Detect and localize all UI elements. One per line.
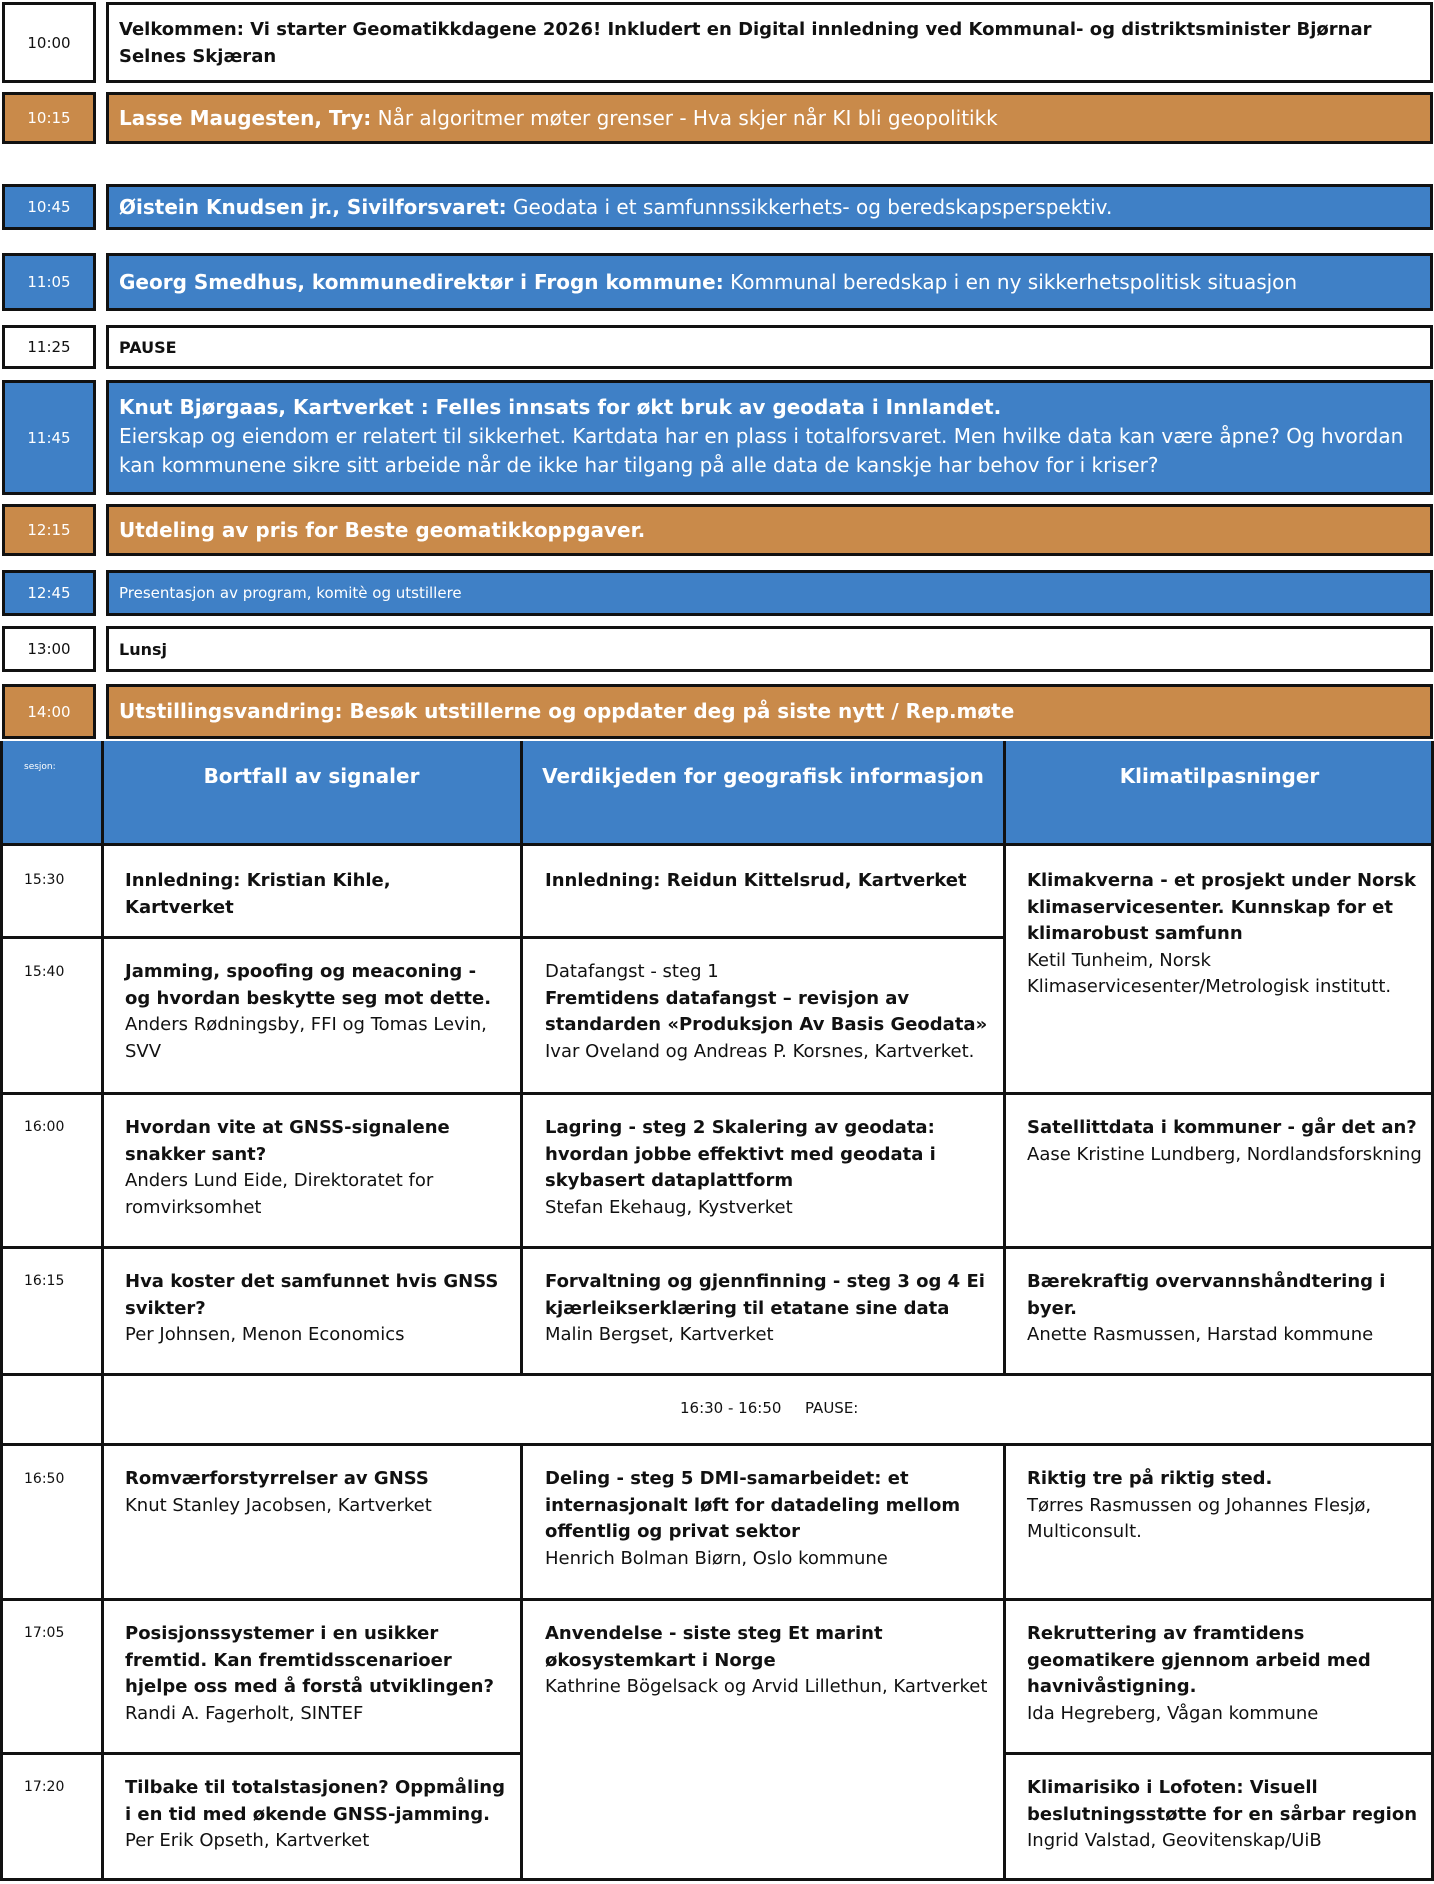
- program-time: 13:00: [2, 626, 96, 672]
- talk-c1-1720: Tilbake til totalstasjonen? Oppmåling i en tid med økende GNSS-jamming. Per Erik Opseth, Kartverket: [125, 1777, 505, 1851]
- program-title: Lunsj: [119, 639, 167, 659]
- program-item: [106, 253, 1433, 311]
- program-text: [119, 635, 167, 664]
- program-time: 14:00: [2, 684, 96, 739]
- slot-time: 15:40: [24, 964, 65, 980]
- program-title: Lasse Maugesten, Try:: [119, 105, 372, 130]
- program-item: [106, 380, 1433, 495]
- grid-line: [0, 1373, 1434, 1376]
- slot-time: 16:00: [24, 1119, 65, 1135]
- grid-line: [0, 1598, 1434, 1601]
- talk-c2-1705: Anvendelse - siste steg Et marint økosystemkart i Norge Kathrine Bögelsack og Arvid Lillethun, Kartverket: [545, 1623, 988, 1697]
- session-header-signaler: Bortfall av signaler: [203, 764, 420, 788]
- talk-c1-1540: Jamming, spoofing og meaconing - og hvordan beskytte seg mot dette. Anders Rødningsby, FFI og Tomas Levin, SVV: [125, 961, 492, 1062]
- grid-line: [1003, 741, 1006, 1373]
- program-title: Georg Smedhus, kommunedirektør i Frogn kommune:: [119, 269, 724, 294]
- talk-c2-1540: Datafangst - steg 1 Fremtidens datafangst – revisjon av standarden «Produksjon Av Basis Geodata» Ivar Oveland og Andreas P. Korsnes, Kartverket.: [545, 961, 988, 1062]
- talk-c3-1600: Satellittdata i kommuner - går det an? Aase Kristine Lundberg, Nordlandsforskning: [1027, 1117, 1422, 1165]
- talk-c1-1650: Romværforstyrrelser av GNSS Knut Stanley Jacobsen, Kartverket: [125, 1468, 432, 1516]
- grid-line: [0, 1246, 1434, 1249]
- grid-line: [1004, 1752, 1434, 1755]
- talk-c3-1705: Rekruttering av framtidens geomatikere gjennom arbeid med havnivåstigning. Ida Hegreberg, Vågan kommune: [1027, 1623, 1371, 1724]
- pause-row: [680, 1399, 858, 1417]
- program-title: Utstillingsvandring: Besøk utstillerne og oppdater deg på siste nytt / Rep.møte: [119, 699, 1015, 723]
- program-title: Knut Bjørgaas, Kartverket : Felles innsats for økt bruk av geodata i Innlandet.: [119, 395, 1002, 419]
- program-title: PAUSE: [119, 337, 177, 357]
- session-header-klima: Klimatilpasninger: [1119, 764, 1320, 788]
- session-label: sesjon:: [24, 762, 56, 772]
- pause-time: 16:30 - 16:50: [680, 1399, 782, 1417]
- grid-line: [0, 843, 1434, 846]
- program-time: 12:15: [2, 504, 96, 556]
- grid-line: [0, 1443, 1434, 1446]
- slot-time: 17:20: [24, 1779, 65, 1795]
- program-title: Velkommen: Vi starter Geomatikkdagene 2026! Inkludert en Digital innledning ved Kommunal- og distriktsminister Bjørnar Selnes Skjæran: [119, 18, 1372, 67]
- program-time: 10:45: [2, 184, 96, 230]
- program-time: 11:25: [2, 325, 96, 369]
- program-text: [119, 579, 462, 608]
- slot-time: 16:50: [24, 1471, 65, 1487]
- program-time: 11:45: [2, 380, 96, 495]
- grid-line: [0, 741, 3, 1881]
- talk-c3-1720: Klimarisiko i Lofoten: Visuell beslutningsstøtte for en sårbar region Ingrid Valstad, Geovitenskap/UiB: [1027, 1777, 1418, 1851]
- grid-line: [520, 741, 523, 1373]
- session-header-bar: [0, 741, 1434, 845]
- program-text: [119, 268, 1297, 297]
- grid-line: [1003, 1443, 1006, 1881]
- pause-label: PAUSE:: [804, 1399, 859, 1417]
- talk-c1-1615: Hva koster det samfunnet hvis GNSS svikter? Per Johnsen, Menon Economics: [125, 1271, 499, 1345]
- grid-line: [0, 1878, 1434, 1881]
- grid-line: [520, 1443, 523, 1881]
- talk-c1-1600: Hvordan vite at GNSS-signalene snakker sant? Anders Lund Eide, Direktoratet for romvirksomhet: [125, 1117, 450, 1218]
- program-item: [106, 626, 1433, 672]
- grid-line: [0, 936, 1004, 939]
- program-item: [106, 325, 1433, 369]
- program-item: [106, 2, 1433, 83]
- slot-time: 15:30: [24, 872, 65, 888]
- program-desc: Når algoritmer møter grenser - Hva skjer når KI bli geopolitikk: [371, 105, 998, 130]
- slot-time: 17:05: [24, 1625, 65, 1641]
- program-item: [106, 570, 1433, 616]
- grid-line: [101, 741, 104, 1881]
- program-text: [119, 516, 645, 545]
- program-time: 11:05: [2, 253, 96, 311]
- program-text: [119, 16, 1410, 70]
- program-text: [119, 104, 998, 133]
- program-text: [119, 697, 1014, 726]
- program-text: [119, 333, 177, 362]
- slot-time: 16:15: [24, 1273, 65, 1289]
- program-time: 10:00: [2, 2, 96, 83]
- program-item: [106, 184, 1433, 230]
- grid-line: [0, 1752, 522, 1755]
- program-text: [119, 393, 1410, 480]
- program-item: [106, 684, 1433, 739]
- program-desc: Eierskap og eiendom er relatert til sikkerhet. Kartdata har en plass i totalforsvaret. Men hvilke data kan være åpne? Og hvordan kan kommunene sikre sitt arbeide når de ikke har tilgang på alle data de kanskje har behov for i kriser?: [119, 424, 1404, 477]
- talk-c1-1530: Innledning: Kristian Kihle, Kartverket: [125, 870, 391, 918]
- program-item: [106, 504, 1433, 556]
- program-desc: Kommunal beredskap i en ny sikkerhetspolitisk situasjon: [723, 269, 1298, 294]
- program-time: 12:45: [2, 570, 96, 616]
- session-header-verdikjeden: Verdikjeden for geografisk informasjon: [542, 764, 984, 788]
- talk-c3-1530: Klimakverna - et prosjekt under Norsk klimaservicesenter. Kunnskap for et klimarobust samfunn Ketil Tunheim, Norsk Klimaservicesenter/Metrologisk institutt.: [1027, 870, 1416, 997]
- talk-c3-1615: Bærekraftig overvannshåndtering i byer. Anette Rasmussen, Harstad kommune: [1027, 1271, 1386, 1345]
- program-text: [119, 193, 1112, 222]
- program-time: 10:15: [2, 92, 96, 144]
- program-title: Utdeling av pris for Beste geomatikkoppgaver.: [119, 517, 646, 542]
- talk-c3-1650: Riktig tre på riktig sted. Tørres Rasmussen og Johannes Flesjø, Multiconsult.: [1027, 1468, 1372, 1542]
- program-desc: Geodata i et samfunnssikkerhets- og beredskapsperspektiv.: [506, 194, 1113, 219]
- program-item: [106, 92, 1433, 144]
- talk-c2-1650: Deling - steg 5 DMI-samarbeidet: et internasjonalt løft for datadeling mellom offentlig og privat sektor Henrich Bolman Biørn, Oslo kommune: [545, 1468, 961, 1569]
- talk-c2-1530: Innledning: Reidun Kittelsrud, Kartverket: [545, 870, 967, 891]
- program-desc: Presentasjon av program, komitè og utstillere: [119, 583, 462, 602]
- grid-line: [0, 1092, 1434, 1095]
- talk-c2-1615: Forvaltning og gjennfinning - steg 3 og 4 Ei kjærleikserklæring til etatane sine data Malin Bergset, Kartverket: [545, 1271, 985, 1345]
- program-title: Øistein Knudsen jr., Sivilforsvaret:: [119, 194, 507, 219]
- talk-c2-1600: Lagring - steg 2 Skalering av geodata: hvordan jobbe effektivt med geodata i skybasert dataplattform Stefan Ekehaug, Kystverket: [545, 1117, 936, 1218]
- talk-c1-1705: Posisjonssystemer i en usikker fremtid. Kan fremtidsscenarioer hjelpe oss med å forstå utviklingen? Randi A. Fagerholt, SINTEF: [125, 1623, 494, 1724]
